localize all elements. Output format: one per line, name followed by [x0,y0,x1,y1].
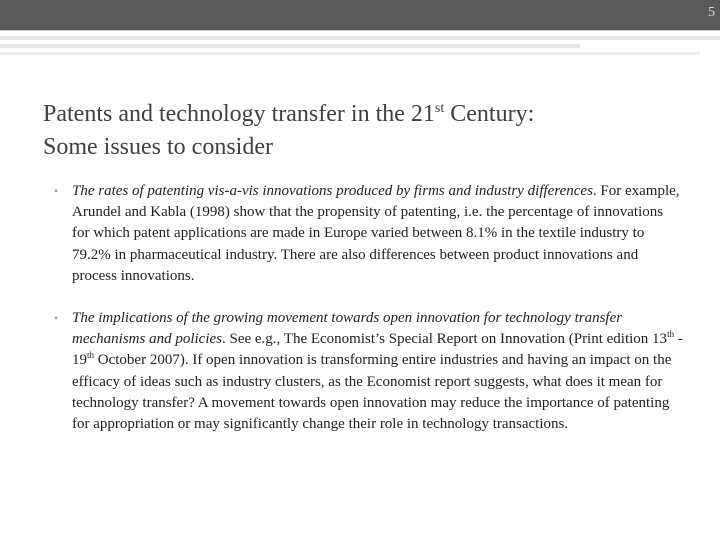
bullet-dot-icon: • [54,311,59,326]
bullet-text: October 2007). If open innovation is transforming entire industries and having an impact on the efficacy of ideas such as industry clusters, as the Economist report suggests, what does it mean for technology transfer? A movement towards open innovation may reduce the importance of patenting for appropriation or may significantly change their role in technology transactions. [72,352,672,433]
bullet-text: . See e.g., The Economist’s Special Report on Innovation (Print edition 13 [221,331,668,348]
slide-number: 5 [708,5,715,20]
bullet-item [54,181,684,287]
bullet-emphasis: The rates of patenting vis-a-vis innovations produced by firms and industry differences [72,183,593,199]
bullet-dot-icon: • [54,184,59,198]
title-line2: Some issues to consider [43,134,273,160]
top-band [0,0,720,30]
decorative-stripe [0,44,580,48]
bullet-list [54,181,684,456]
superscript: th [667,329,675,340]
superscript: th [87,350,95,361]
decorative-stripe [0,36,720,40]
decorative-stripe [0,52,700,55]
slide-title [43,92,693,164]
bullet-text: - 19 [72,331,683,369]
title-text: Century: [444,101,535,127]
bullet-emphasis: The implications of the growing movement towards open innovation for technology transfer mechanisms and policies [72,310,623,348]
bullet-item [54,308,684,435]
title-superscript: st [434,101,445,116]
title-text: Patents and technology transfer in the 21 [43,101,435,127]
bullet-text: . For example, Arundel and Kabla (1998) show that the propensity of patenting, i.e. the percentage of innovations for which patent applications are made in Europe varied between 8.1% in the textile industry to 79.2% in pharmaceutical industry. There are also differences between product innovations and process innovations. [72,183,680,284]
top-band-divider [0,30,720,31]
